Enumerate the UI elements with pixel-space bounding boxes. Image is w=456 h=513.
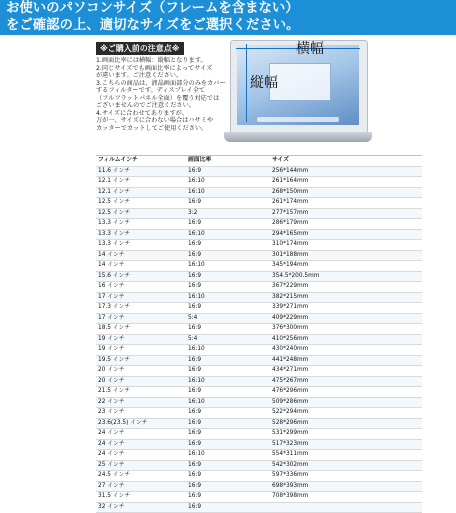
cell-inch: 11.6 インチ [96,167,186,177]
cell-size: 409*229mm [270,314,422,324]
cell-ratio: 16:9 [186,251,270,261]
cell-ratio: 16:9 [186,419,270,429]
cell-size: 256*144mm [270,167,422,177]
table-row [96,251,422,262]
cell-inch: 16 インチ [96,282,186,292]
cell-ratio: 16:9 [186,219,270,229]
cell-size: 345*194mm [270,261,422,271]
note-line: するフィルターです。ディスプレイ全て [96,87,266,95]
cell-ratio: 16:9 [186,366,270,376]
cell-size: 382*215mm [270,293,422,303]
header-inch: フィルムインチ [96,156,186,166]
table-row [96,377,422,388]
table-row [96,429,422,440]
cell-ratio: 16:9 [186,167,270,177]
cell-size: 528*296mm [270,419,422,429]
cell-ratio: 16:9 [186,387,270,397]
table-row [96,503,422,513]
table-row [96,293,422,304]
table-row [96,188,422,199]
cell-inch: 12.5 インチ [96,198,186,208]
table-row [96,450,422,461]
table-row [96,440,422,451]
table-row [96,471,422,482]
cell-inch: 24 インチ [96,450,186,460]
cell-inch: 20 インチ [96,366,186,376]
cell-size: 476*296mm [270,387,422,397]
cell-ratio: 16:9 [186,471,270,481]
cell-size: 554*311mm [270,450,422,460]
cell-inch: 20 インチ [96,377,186,387]
table-row [96,366,422,377]
header-line-1: お使いのパソコンサイズ（フレームを含まない） [6,0,450,17]
cell-inch: 32 インチ [96,503,186,513]
cell-size: 354.5*200.5mm [270,272,422,282]
cell-size: 310*174mm [270,240,422,250]
vertical-label: 縦幅 [250,72,278,92]
note-line: 4.サイズに合わせてありますが、 [96,110,266,118]
cell-ratio: 16:10 [186,345,270,355]
cell-inch: 23.6(23.5) インチ [96,419,186,429]
notes-title: ※ご購入前の注意点※ [96,42,184,55]
note-line: 1.画面比率には横幅：縦幅となります。 [96,57,266,65]
cell-size: 522*294mm [270,408,422,418]
size-table [96,155,422,513]
cell-ratio: 16:10 [186,398,270,408]
cell-ratio: 16:9 [186,492,270,502]
cell-ratio: 16:9 [186,356,270,366]
cell-ratio: 16:9 [186,198,270,208]
header-size: サイズ [270,156,422,166]
cell-inch: 27 インチ [96,482,186,492]
cell-inch: 24.5 インチ [96,471,186,481]
cell-inch: 12.1 インチ [96,177,186,187]
cell-ratio: 16:9 [186,324,270,334]
cell-size: 597*336mm [270,471,422,481]
cell-inch: 14 インチ [96,251,186,261]
cell-ratio: 16:10 [186,261,270,271]
cell-size: 509*286mm [270,398,422,408]
cell-size: 441*248mm [270,356,422,366]
cell-ratio: 16:9 [186,303,270,313]
cell-ratio: 16:9 [186,503,270,513]
cell-inch: 13.3 インチ [96,219,186,229]
table-row [96,387,422,398]
cell-ratio: 16:9 [186,282,270,292]
cell-size: 542*302mm [270,461,422,471]
cell-inch: 21.5 インチ [96,387,186,397]
cell-size: 410*256mm [270,335,422,345]
cell-inch: 12.1 インチ [96,188,186,198]
table-row [96,230,422,241]
cell-ratio: 16:9 [186,408,270,418]
cell-ratio: 16:9 [186,240,270,250]
table-row [96,335,422,346]
cell-size: 376*300mm [270,324,422,334]
cell-ratio: 16:10 [186,377,270,387]
cell-inch: 22 インチ [96,398,186,408]
cell-inch: 14 インチ [96,261,186,271]
note-line: 2.同じサイズでも画面比率によってサイズ [96,65,266,73]
header-ratio: 画面比率 [186,156,270,166]
table-row [96,419,422,430]
cell-size: 286*179mm [270,219,422,229]
table-row [96,314,422,325]
table-row [96,282,422,293]
cell-inch: 13.3 インチ [96,240,186,250]
cell-ratio: 16:9 [186,461,270,471]
cell-ratio: 5:4 [186,314,270,324]
table-row [96,492,422,503]
cell-inch: 31.5 インチ [96,492,186,502]
table-row [96,240,422,251]
table-header-row [96,156,422,167]
note-line: カッターでカットしてご使用ください。 [96,125,266,133]
cell-size: 531*299mm [270,429,422,439]
cell-size: 294*165mm [270,230,422,240]
header-banner [0,0,456,35]
header-line-2: をご確認の上、適切なサイズをご選択ください。 [6,17,450,34]
table-row [96,261,422,272]
cell-inch: 13.3 インチ [96,230,186,240]
table-row [96,167,422,178]
cell-ratio: 16:10 [186,450,270,460]
cell-inch: 24 インチ [96,429,186,439]
table-row [96,408,422,419]
cell-inch: 17.3 インチ [96,303,186,313]
cell-ratio: 5:4 [186,335,270,345]
cell-size: 301*188mm [270,251,422,261]
cell-inch: 19.5 インチ [96,356,186,366]
desktop-window [269,63,331,101]
cell-inch: 17 インチ [96,293,186,303]
table-row [96,398,422,409]
cell-ratio: 16:10 [186,230,270,240]
table-row [96,219,422,230]
cell-ratio: 16:9 [186,429,270,439]
cell-inch: 25 インチ [96,461,186,471]
cell-inch: 19 インチ [96,335,186,345]
cell-size: 261*174mm [270,198,422,208]
cell-size: 367*229mm [270,282,422,292]
note-line: 万が一、サイズに合わない場合はハサミや [96,117,266,125]
desktop-dock [257,117,339,122]
laptop-illustration [224,36,374,156]
cell-size: 261*164mm [270,177,422,187]
cell-inch: 18.5 インチ [96,324,186,334]
cell-size: 430*240mm [270,345,422,355]
table-row [96,177,422,188]
table-row [96,356,422,367]
table-row [96,272,422,283]
note-line: ございませんのでご注意ください。 [96,102,266,110]
cell-ratio: 16:9 [186,482,270,492]
cell-size: 268*150mm [270,188,422,198]
cell-inch: 24 インチ [96,440,186,450]
cell-ratio: 16:10 [186,293,270,303]
table-row [96,303,422,314]
cell-ratio: 16:10 [186,188,270,198]
laptop-base [224,132,372,142]
table-row [96,345,422,356]
cell-inch: 12.5 インチ [96,209,186,219]
cell-ratio: 3:2 [186,209,270,219]
vertical-arrow-icon [246,44,247,122]
cell-ratio: 16:9 [186,272,270,282]
note-line: が違います。ご注意ください。 [96,72,266,80]
cell-size: 475*267mm [270,377,422,387]
note-line: （フルフラットパネル全面）を覆う対応では [96,95,266,103]
cell-size: 708*398mm [270,492,422,502]
cell-inch: 19 インチ [96,345,186,355]
table-row [96,209,422,220]
table-row [96,482,422,493]
cell-size: 698*393mm [270,482,422,492]
table-row [96,461,422,472]
horizontal-label: 横幅 [296,38,324,58]
note-line: 3.こちらの商品は、液晶画面部分のみをカバー [96,80,266,88]
cell-size: 517*323mm [270,440,422,450]
table-row [96,198,422,209]
cell-size: 434*271mm [270,366,422,376]
cell-ratio: 16:10 [186,177,270,187]
cell-size: 339*271mm [270,303,422,313]
cell-inch: 17 インチ [96,314,186,324]
table-row [96,324,422,335]
cell-inch: 15.6 インチ [96,272,186,282]
cell-size [270,503,422,513]
cell-inch: 23 インチ [96,408,186,418]
cell-ratio: 16:9 [186,440,270,450]
cell-size: 277*157mm [270,209,422,219]
